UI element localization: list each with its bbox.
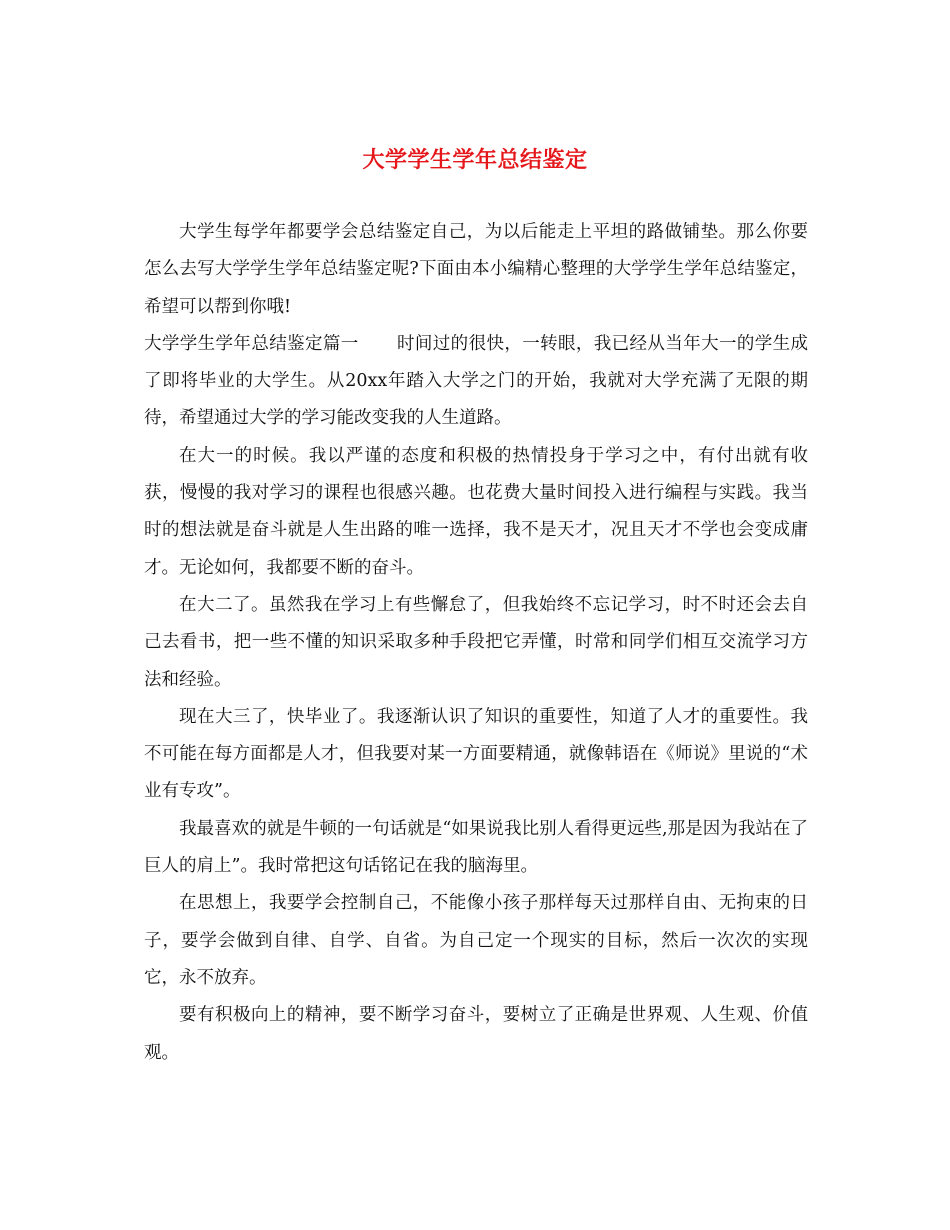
section-heading: 大学学生学年总结鉴定篇一 xyxy=(144,333,359,354)
paragraph-intro: 大学生每学年都要学会总结鉴定自己，为以后能走上平坦的路做铺垫。那么你要怎么去写大学学生学年总结鉴定呢?下面由本小编精心整理的大学学生学年总结鉴定，希望可以帮到你哦! xyxy=(144,222,808,317)
document-title: 大学学生学年总结鉴定 xyxy=(362,148,588,173)
document-body xyxy=(144,214,808,1072)
paragraph-freshman: 在大一的时候。我以严谨的态度和积极的热情投身于学习之中，有付出就有收获，慢慢的我对学习的课程也很感兴趣。也花费大量时间投入进行编程与实践。我当时的想法就是奋斗就是人生出路的唯一选择，我不是天才，况且天才不学也会变成庸才。无论如何，我都要不断的奋斗。 xyxy=(144,445,808,578)
paragraph-junior: 现在大三了，快毕业了。我逐渐认识了知识的重要性，知道了人才的重要性。我不可能在每方面都是人才，但我要对某一方面要精通，就像韩语在《师说》里说的“术业有专攻”。 xyxy=(144,706,808,802)
section-text: 时间过的很快，一转眼，我已经从当年大一的学生成了即将毕业的大学生。从20xx年踏入大学之门的开始，我就对大学充满了无限的期待，希望通过大学的学习能改变我的人生道路。 xyxy=(144,333,809,429)
paragraph-thought: 在思想上，我要学会控制自己，不能像小孩子那样每天过那样自由、无拘束的日子，要学会做到自律、自学、自省。为自己定一个现实的目标，然后一次次的实现它，永不放弃。 xyxy=(144,893,808,988)
paragraph-sophomore: 在大二了。虽然我在学习上有些懈怠了，但我始终不忘记学习，时不时还会去自己去看书，把一些不懂的知识采取多种手段把它弄懂，时常和同学们相互交流学习方法和经验。 xyxy=(144,594,808,690)
paragraph-newton-quote: 我最喜欢的就是牛顿的一句话就是“如果说我比别人看得更远些,那是因为我站在了巨人的肩上”。我时常把这句话铭记在我的脑海里。 xyxy=(144,818,808,877)
paragraph-values: 要有积极向上的精神，要不断学习奋斗，要树立了正确是世界观、人生观、价值观。 xyxy=(144,1005,808,1063)
paragraph-section-one xyxy=(144,326,808,438)
